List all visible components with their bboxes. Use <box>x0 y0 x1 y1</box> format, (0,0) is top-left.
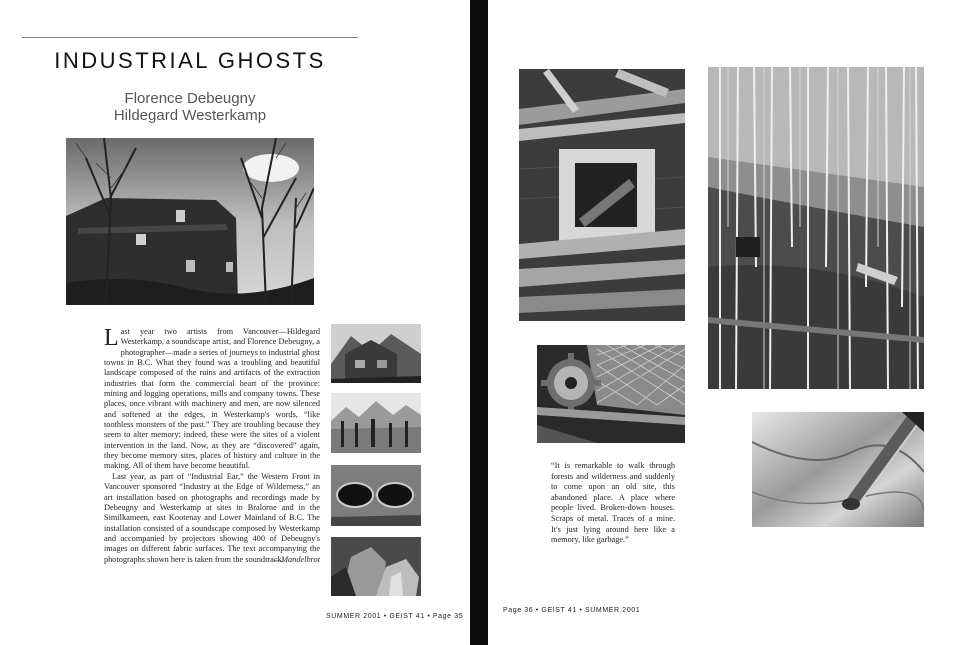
photo-rusted-gear-mesh <box>537 345 685 443</box>
page-folio: SUMMER 2001 • GEIST 41 • Page 35 <box>326 613 464 620</box>
photo-broken-timber-window <box>519 69 685 321</box>
thumbnail-debris-photo <box>331 537 421 596</box>
author-name: Florence Debeugny <box>124 90 256 107</box>
page-gutter <box>470 0 488 645</box>
body-paragraph: Last year two artists from Vancouver—Hildegard Westerkamp, a soundscape artist, and Florence Debeugny, a photographer—made a series of journeys to industrial ghost towns in B.C. What they found was a troubling and beautiful landscape composed of the ruins and artifacts of the extraction industries that form the commercial heart of the province: mining and logging operations, mills and company towns. These places, once vibrant with machinery and men, are now silenced and softened at the edges, in Westerkamp's words, “like toothless monsters of the past.” They are troubling because they seem to alter memory: indeed, these were the sites of a violent intervention in the land. Now, as they are “discovered” again, they become memory sites, places of history and culture in the making. All of them have become beautiful. <box>104 325 320 471</box>
thumbnail-metal-photo <box>331 465 421 526</box>
hero-photo-ruined-building <box>66 138 314 305</box>
signature: —Mandelbrot <box>273 554 320 564</box>
body-paragraph: Last year, as part of “Industrial Ear,” the Western Front in Vancouver sponsored “Industry at the Edge of Wilderness,” an art installation based on photographs and recordings made by Debeugny and Westerkamp at sites in Bralorne and in the Similkameen, east Kootenay and Lower Mainland of B.C. The installation consisted of a soundscape composed by Westerkamp and accompanied by projectors showing 400 of Debeugny's images on different fabric surfaces. The text accompanying the photographs shown here is taken from the soundtrack. <box>104 471 320 564</box>
pull-quote: “It is remarkable to walk through forests and wilderness and suddenly to come upon an old site, this abandoned place. A place where people lived. Broken-down houses. Scraps of metal. Traces of a mine. It's just lying around here like a memory, like garbage.” <box>551 461 675 545</box>
thumbnail-mountain-photo <box>331 393 421 453</box>
photo-birch-forest-hillside <box>708 67 924 389</box>
article-title: INDUSTRIAL GHOSTS <box>54 48 326 73</box>
article-body <box>104 327 320 565</box>
thumbnail-cabin-photo <box>331 324 421 383</box>
drop-cap: L <box>104 325 119 351</box>
title-rule <box>22 37 358 38</box>
photo-metal-pipe <box>752 412 924 527</box>
author-name: Hildegard Westerkamp <box>113 107 267 124</box>
page-folio: Page 36 • GEIST 41 • SUMMER 2001 <box>503 607 641 614</box>
left-page <box>0 0 470 645</box>
